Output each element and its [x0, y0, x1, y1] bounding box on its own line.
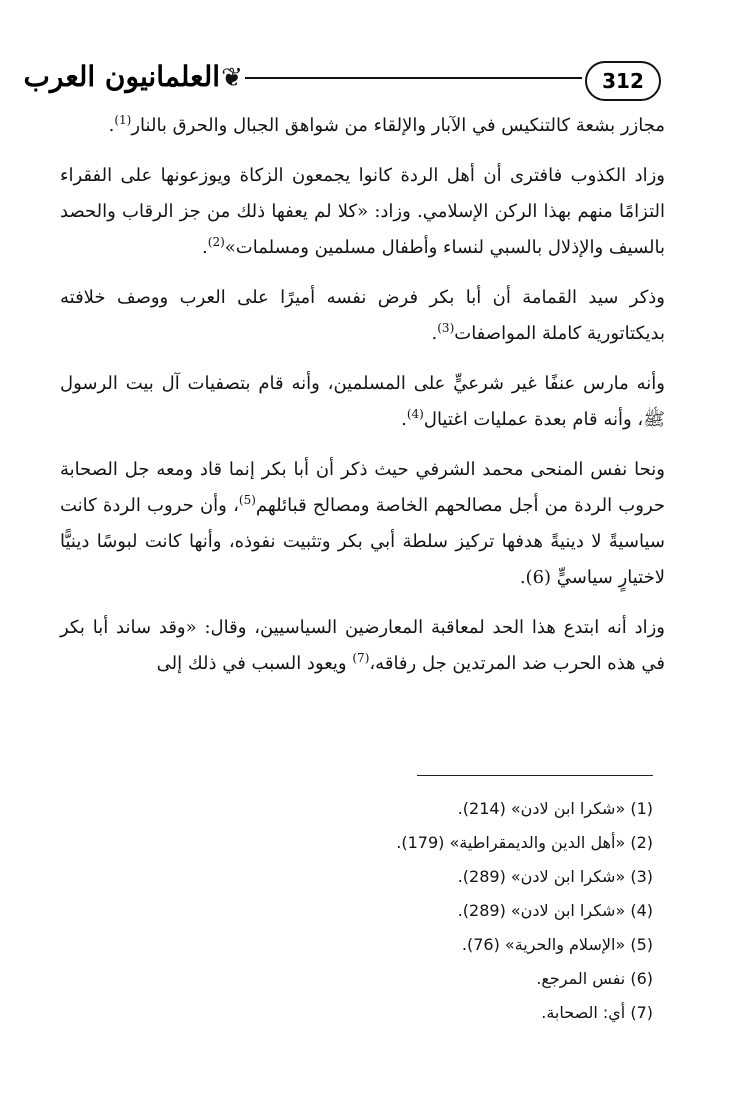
footnote-item: (1) «شكرا ابن لادن» (214). — [457, 799, 653, 818]
page-number: 312 — [585, 61, 661, 101]
paragraph-tail: ويعود السبب في ذلك إلى — [156, 653, 353, 674]
footnote-item: (5) «الإسلام والحرية» (76). — [461, 935, 653, 954]
ornament-icon: ❦ — [221, 63, 243, 93]
book-title: العلمانيون العرب — [23, 60, 220, 93]
paragraph — [60, 280, 665, 352]
footnote-ref: (5) — [238, 493, 256, 507]
paragraph-text: مجازر بشعة كالتنكيس في الآبار والإلقاء من شواهق الجبال والحرق بالنار — [131, 115, 665, 136]
paragraph-tail: ، وأن حروب الردة كانت سياسيةً لا دينيةً هدفها تركيز سلطة أبي بكر وتثبيت نفوذه، وأنها كانت لبوسًا دينيًّا لاختيارٍ سياسيٍّ (6). — [60, 495, 665, 588]
paragraph-tail: . — [401, 409, 407, 430]
footnote-ref: (2) — [207, 235, 225, 249]
footnote-item: (2) «أهل الدين والديمقراطية» (179). — [396, 833, 653, 852]
paragraph — [60, 158, 665, 266]
paragraph-text: ونحا نفس المنحى محمد الشرفي حيث ذكر أن أبا بكر إنما قاد ومعه جل الصحابة حروب الردة من أجل مصالحهم الخاصة ومصالح قبائلهم — [60, 459, 666, 516]
footnote-item: (3) «شكرا ابن لادن» (289). — [457, 867, 653, 886]
page-header — [23, 44, 690, 114]
footnote-item: (4) «شكرا ابن لادن» (289). — [457, 901, 653, 920]
paragraph-text: وزاد أنه ابتدع هذا الحد لمعاقبة المعارضين السياسيين، وقال: «وقد ساند أبا بكر في هذه الحرب ضد المرتدين جل رفاقه، — [60, 617, 665, 674]
paragraph-tail: . — [431, 323, 438, 344]
paragraph-text: وأنه مارس عنفًا غير شرعيٍّ على المسلمين، وأنه قام بتصفيات آل بيت الرسول ﷺ، وأنه قام بعدة عمليات اغتيال — [60, 373, 665, 430]
paragraph-tail: . — [202, 237, 208, 258]
footnote-item: (7) أي: الصحابة. — [541, 1003, 653, 1022]
paragraph-text: وزاد الكذوب فافترى أن أهل الردة كانوا يجمعون الزكاة ويوزعونها على الفقراء التزامًا منهم بهذا الركن الإسلامي. وزاد: «كلا لم يعفها ذلك من جز الرقاب والحصد بالسيف والإذلال بالسبي لنساء وأطفال مسلمين ومسلمات» — [60, 165, 665, 258]
footnote-item: (6) نفس المرجع. — [536, 969, 653, 988]
paragraph-text: وذكر سيد القمامة أن أبا بكر فرض نفسه أميرًا على العرب ووصف خلافته بديكتاتورية كاملة المواصفات — [60, 287, 665, 344]
paragraph-tail: . — [108, 115, 115, 136]
paragraph — [60, 452, 665, 596]
footnote-separator — [417, 775, 653, 776]
header-rule — [245, 77, 582, 79]
footnote-ref: (3) — [437, 321, 455, 335]
paragraph — [60, 108, 665, 144]
footnote-ref: (4) — [406, 407, 424, 421]
footnotes — [280, 792, 653, 1030]
paragraph — [60, 610, 665, 682]
paragraph — [60, 366, 665, 438]
body-text — [60, 108, 665, 682]
footnote-ref: (7) — [352, 651, 370, 665]
footnote-ref: (1) — [114, 113, 132, 127]
